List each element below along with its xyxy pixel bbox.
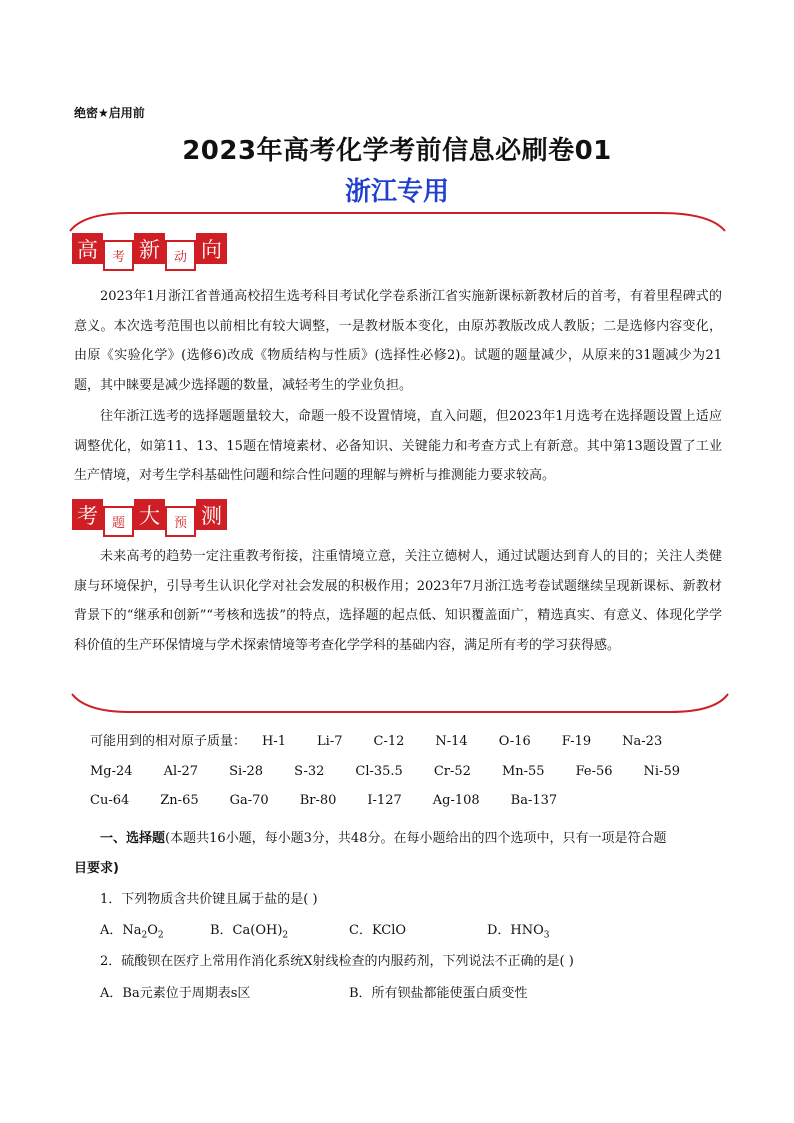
atomic-mass-item: F-19 [561,734,592,749]
page-subtitle: 浙江专用 [344,177,449,207]
tag-char: 预 [165,506,196,537]
question-1-option-b: B．$Ca(OH)_2$ [210,923,289,941]
top-divider-curve [60,205,740,235]
part1-heading-bold: 一、选择题 [100,831,166,846]
part1-heading [100,827,666,846]
question-2-option-a: A．Ba元素位于周期表s区 [100,986,251,1001]
atomic-mass-item: Mg-24 [90,763,133,779]
atomic-mass-item: Cr-52 [433,763,471,779]
bottom-divider-curve [60,690,740,720]
atomic-mass-item: Ga-70 [229,793,269,808]
confidential-label: 绝密★启用前 [74,106,145,120]
tag-char: 高 [72,233,103,264]
tag-char: 向 [196,233,227,264]
atomic-mass-item: Ba-137 [510,793,558,808]
atomic-mass-item: Fe-56 [575,763,613,779]
section-tag-prediction [72,500,227,537]
atomic-mass-item: C-12 [373,734,405,749]
atomic-mass-item: N-14 [435,734,468,749]
atomic-mass-item: Al-27 [163,763,199,779]
tag-char: 考 [72,499,103,530]
atomic-mass-item: Si-28 [229,763,264,779]
question-1-stem: 1．下列物质含共价键且属于盐的是( ) [100,892,318,907]
atomic-mass-item: Zn-65 [160,793,199,808]
atomic-mass-item: S-32 [294,763,325,779]
atomic-mass-item: Ni-59 [643,763,680,779]
tag-char: 考 [103,240,134,271]
tag-char: 测 [196,499,227,530]
prediction-paragraph: 未来高考的趋势一定注重教考衔接，注重情境立意，关注立德树人，通过试题达到育人的目的；关注人类健康与环境保护，引导考生认识化学对社会发展的积极作用；2023年7月浙江选考卷试题继续呈现新课标、新教材背景下的“继承和创新”“考核和选拔”的特点，选择题的起点低、知识覆盖面广，精选真实、有意义、体现化学学科价值的生产环保情境与学术探索情境等考查化学学科的基础内容，满足所有考的学习获得感。 [74,549,722,653]
part1-heading-rest: (本题共16小题，每小题3分，共48分。在每小题给出的四个选项中，只有一项是符合题 [165,831,667,846]
question-1-option-a: A．$Na_2O_2$ [100,923,164,941]
atomic-mass-item: O-16 [498,734,531,749]
question-1-option-d: D．$HNO_3$ [487,923,550,941]
atomic-mass-item: Cu-64 [90,793,130,808]
question-2-option-b: B．所有钡盐都能使蛋白质变性 [349,986,528,1001]
part1-heading-cont: 目要求) [74,861,119,876]
atomic-mass-item: Li-7 [317,734,343,749]
atomic-mass-item: Mn-55 [501,763,545,779]
tag-char: 题 [103,506,134,537]
question-1-option-c: C．KClO [349,923,407,938]
page-title: 2023年高考化学考前信息必刷卷01 [182,136,612,166]
atomic-mass-item: I-127 [367,793,402,808]
atomic-mass-item: Cl-35.5 [355,763,403,779]
question-2-stem: 2．硫酸钡在医疗上常用作消化系统X射线检查的内服药剂，下列说法不正确的是( ) [100,954,574,969]
atomic-masses [74,727,724,816]
atomic-mass-item: Na-23 [622,734,663,749]
section-tag-new-trends [72,234,227,271]
new-trends-paragraph-1: 2023年1月浙江省普通高校招生选考科目考试化学卷系浙江省实施新课标新教材后的首考，有着里程碑式的意义。本次选考范围也以前相比有较大调整，一是教材版本变化，由原苏教版改成人教版；二是选修内容变化，由原《实验化学》(选修6)改成《物质结构与性质》(选择性必修2)。试题的题量减少，从原来的31题减少为21题，其中睐要是减少选择题的数量，减轻考生的学业负担。 [74,289,722,393]
tag-char: 大 [134,499,165,530]
new-trends-paragraph-2: 往年浙江选考的选择题题量较大，命题一般不设置情境，直入问题，但2023年1月选考在选择题设置上适应调整优化，如第11、13、15题在情境素材、必备知识、关键能力和考查方式上有新意。其中第13题设置了工业生产情境，对考生学科基础性问题和综合性问题的理解与辨析与推测能力要求较高。 [74,409,722,483]
tag-char: 动 [165,240,196,271]
atomic-mass-item: H-1 [262,734,287,749]
tag-char: 新 [134,233,165,264]
atomic-masses-label: 可能用到的相对原子质量： [90,734,247,749]
atomic-mass-item: Ag-108 [432,793,480,808]
atomic-mass-item: Br-80 [299,793,337,808]
